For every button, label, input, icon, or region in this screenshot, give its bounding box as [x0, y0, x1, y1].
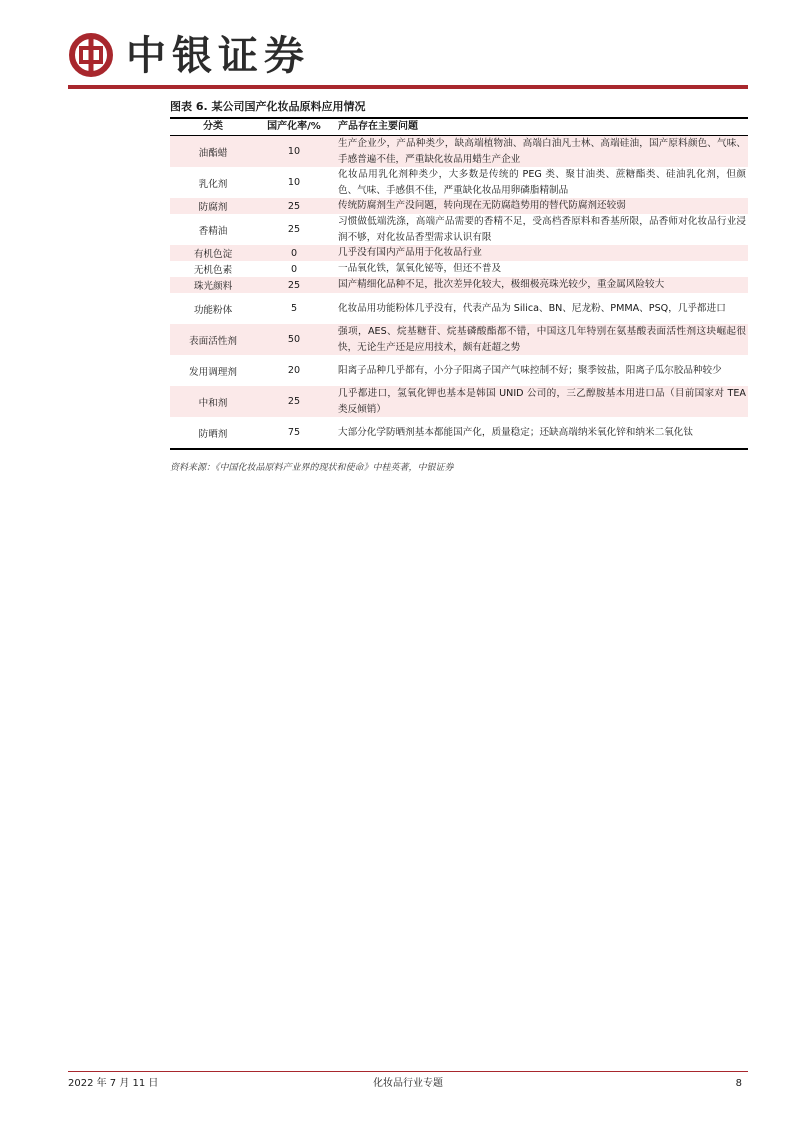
cell-issue: 传统防腐剂生产没问题，转向现在无防腐趋势用的替代防腐剂还较弱 [332, 198, 748, 214]
cell-issue: 几乎都进口，氢氧化钾也基本是韩国 UNID 公司的，三乙醇胺基本用进口品（目前国家对 TEA 类反倾销） [332, 386, 748, 417]
cell-issue: 习惯做低端洗涤，高端产品需要的香精不足，受高档香原料和香基所限，品香师对化妆品行业浸润不够，对化妆品香型需求认识有限 [338, 216, 746, 243]
table-row [170, 277, 748, 293]
footer-rule [68, 1071, 748, 1072]
table-row [170, 355, 748, 386]
cell-issue: 阳离子品种几乎都有，小分子阳离子国产气味控制不好；聚季铵盐，阳离子瓜尔胶品种较少 [338, 364, 722, 376]
table-row [170, 386, 748, 417]
cell-rate: 20 [287, 365, 301, 376]
source-note: 资料来源：《中国化妆品原料产业界的现状和使命》中桂英著，中银证券 [170, 463, 454, 473]
cell-issue: 国产精细化品种不足，批次差异化较大，极细极亮珠光较少，重金属风险较大 [332, 277, 748, 293]
cell-category: 防晒剂 [198, 428, 228, 440]
table-block [170, 97, 748, 450]
page-number: 8 [735, 1078, 742, 1089]
cell-rate: 25 [256, 198, 332, 214]
cell-category: 珠光颜料 [170, 277, 256, 293]
cell-category: 香精油 [198, 225, 228, 237]
table-header-row [170, 119, 748, 136]
brand-name: 中银证券 [126, 32, 310, 79]
column-header-issue: 产品存在主要问题 [332, 119, 748, 136]
cell-issue: 生产企业少，产品种类少，缺高端植物油、高端白油凡士林、高端硅油，国产原料颜色、气味、手感普遍不佳，严重缺化妆品用蜡生产企业 [332, 136, 748, 168]
cell-category: 发用调理剂 [189, 366, 237, 378]
cell-rate: 25 [256, 386, 332, 417]
cell-category: 无机色素 [193, 265, 233, 276]
footer-date: 2022 年 7 月 11 日 [68, 1078, 159, 1089]
cell-issue: 强项，AES、烷基糖苷、烷基磷酸酯都不错，中国这几年特别在氨基酸表面活性剂这块崛起很快，无论生产还是应用技术，颇有赶超之势 [332, 324, 748, 355]
cell-rate: 10 [256, 136, 332, 168]
cell-category: 有机色淀 [170, 245, 256, 261]
table-row [170, 136, 748, 168]
cell-issue: 几乎没有国内产品用于化妆品行业 [332, 245, 748, 261]
cell-category: 油酯蜡 [170, 136, 256, 168]
cell-category: 中和剂 [170, 386, 256, 417]
page-footer [68, 1076, 748, 1092]
cell-category: 防腐剂 [170, 198, 256, 214]
cell-issue: 化妆品用功能粉体几乎没有，代表产品为 Silica、BN、尼龙粉、PMMA、PSQ，几乎都进口 [338, 302, 726, 314]
table-row [170, 261, 748, 277]
column-header-category: 分类 [170, 119, 256, 136]
header-rule [68, 85, 748, 89]
table-row [170, 293, 748, 324]
cell-issue: 一品氧化铁，氯氧化铋等，但还不普及 [338, 263, 502, 275]
table-row [170, 167, 748, 198]
cell-issue: 大部分化学防晒剂基本都能国产化，质量稳定；还缺高端纳米氧化锌和纳米二氧化钛 [338, 426, 693, 438]
cell-category: 乳化剂 [198, 178, 228, 190]
table-row [170, 324, 748, 355]
cell-rate: 5 [290, 303, 298, 314]
cell-category: 功能粉体 [193, 304, 233, 316]
page-header [68, 30, 748, 86]
table-caption: 图表 6. 某公司国产化妆品原料应用情况 [170, 100, 366, 113]
footer-topic: 化妆品行业专题 [373, 1078, 443, 1089]
table-row [170, 214, 748, 245]
raw-material-table [170, 119, 748, 448]
cell-rate: 0 [290, 263, 298, 275]
cell-rate: 75 [287, 427, 301, 438]
cell-rate: 50 [256, 324, 332, 355]
cell-rate: 25 [287, 224, 301, 235]
cell-rate: 10 [287, 177, 301, 188]
cell-category: 表面活性剂 [170, 324, 256, 355]
cell-rate: 25 [256, 277, 332, 293]
table-row [170, 198, 748, 214]
cell-issue: 化妆品用乳化剂种类少，大多数是传统的 PEG 类、聚甘油类、蔗糖酯类、硅油乳化剂，但颜色、气味、手感俱不佳，严重缺化妆品用卵磷脂精制品 [338, 169, 746, 196]
column-header-rate: 国产化率/% [256, 119, 332, 136]
cell-rate: 0 [256, 245, 332, 261]
table-row [170, 417, 748, 448]
table-bottom-rule [170, 448, 748, 450]
bank-of-china-logo-icon [68, 32, 114, 78]
table-row [170, 245, 748, 261]
